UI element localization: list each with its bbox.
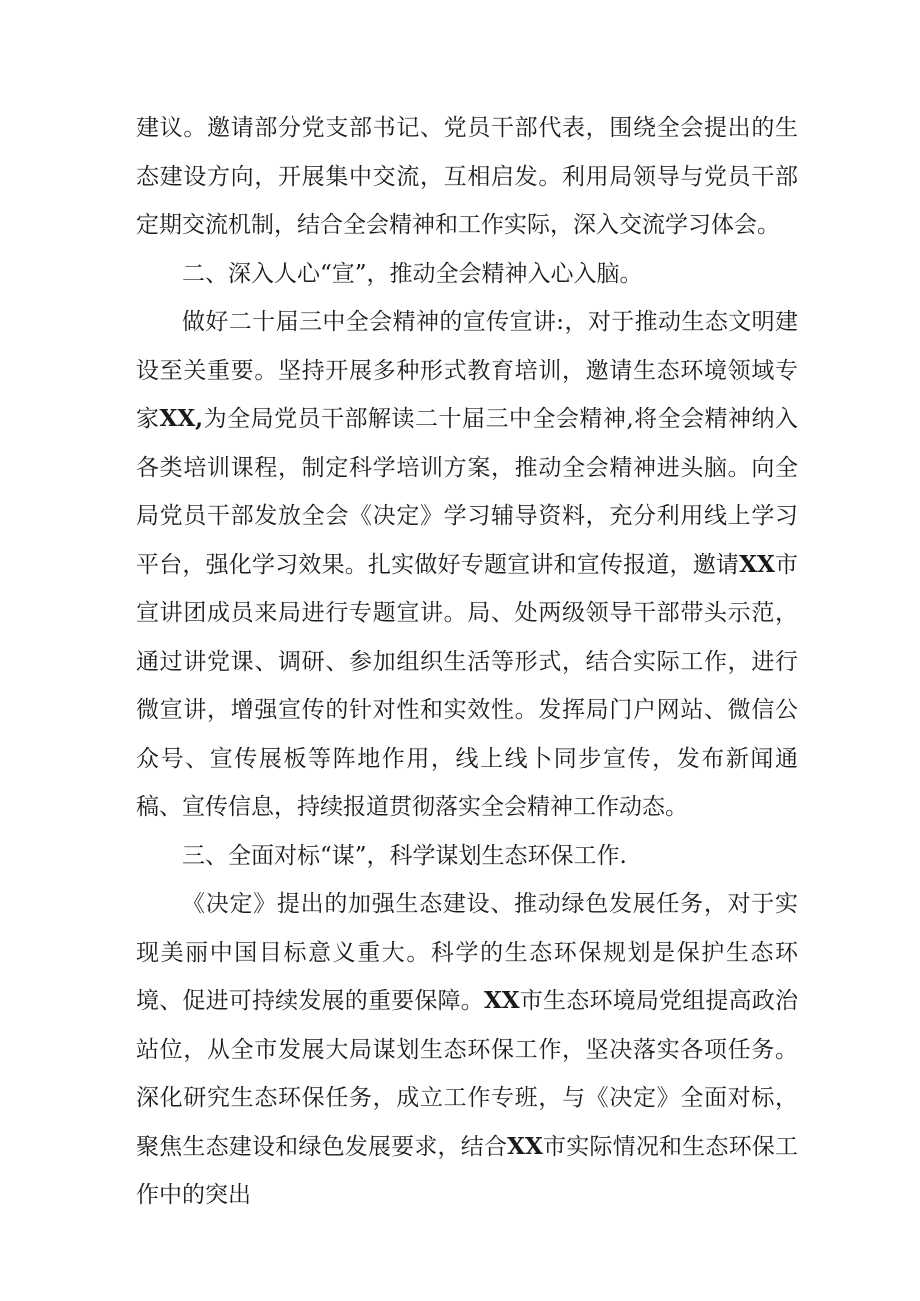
placeholder-expert: XX, — [159, 405, 204, 432]
paragraph-planning — [136, 880, 798, 1220]
paragraph-text: 做好二十届三中全会精神的宣传宣讲:，对于推动生态文明建设至关重要。坚持开展多种形式教育培训，邀请生态环境领域专家 — [136, 309, 798, 432]
paragraph-text: 市生态环境局党组提高政治站位，从全市发展大局谋划生态环保工作，坚决落实各项任务。深化研究生态环保任务，成立工作专班，与《决定》全面对标，聚焦生态建设和绿色发展要求，结合 — [136, 988, 799, 1160]
section-heading-2 — [136, 250, 798, 299]
placeholder-city: XX — [507, 1132, 543, 1160]
heading-text: 三、全面对标“谋”，科学谋划生态环保工作. — [182, 842, 627, 869]
paragraph-text: 市宣讲团成员来局进行专题宣讲。局、处两级领导干部带头示范，通过讲党课、调研、参加组织生活等形式，结合实际工作，进行微宣讲，增强宣传的针对性和实效性。发挥局门户网站、微信公众号、宣传展板等阵地作用，线上线卜同步宣传，发布新闻通稿、宣传信息，持续报道贯彻落实全会精神工作动态。 — [136, 551, 799, 820]
paragraph-text: 建议。邀请部分党支部书记、党员干部代表，围绕全会提出的生态建设方向，开展集中交流，互相启发。利用局领导与党员干部定期交流机制，结合全会精神和工作实际，深入交流学习体会。 — [136, 115, 798, 238]
paragraph-text: 市实际情况和生态环保工作中的突出 — [136, 1133, 799, 1208]
paragraph-propaganda — [136, 298, 798, 832]
section-heading-3 — [136, 832, 798, 881]
heading-text: 二、深入人心“宣”，推动全会精神入心入脑。 — [182, 260, 643, 287]
paragraph-continuation — [136, 104, 798, 250]
placeholder-city: XX — [483, 987, 520, 1014]
paragraph-text: 《决定》提出的加强生态建设、推动绿色发展任务，对于实现美丽中国目标意义重大。科学的生态环保规划是保护生态环境、促进可持续发展的重要保障。 — [136, 891, 798, 1014]
document-body — [136, 104, 798, 1220]
placeholder-city: XX — [739, 550, 775, 578]
paragraph-text: 为全局党员干部解读二十届三中全会精神,将全会精神纳入各类培训课程，制定科学培训方案，推动全会精神进头脑。向全局党员干部发放全会《决定》学习辅导资料，充分利用线上学习平台，强化学习效果。扎实做好专题宣讲和宣传报道，邀请 — [136, 406, 799, 578]
